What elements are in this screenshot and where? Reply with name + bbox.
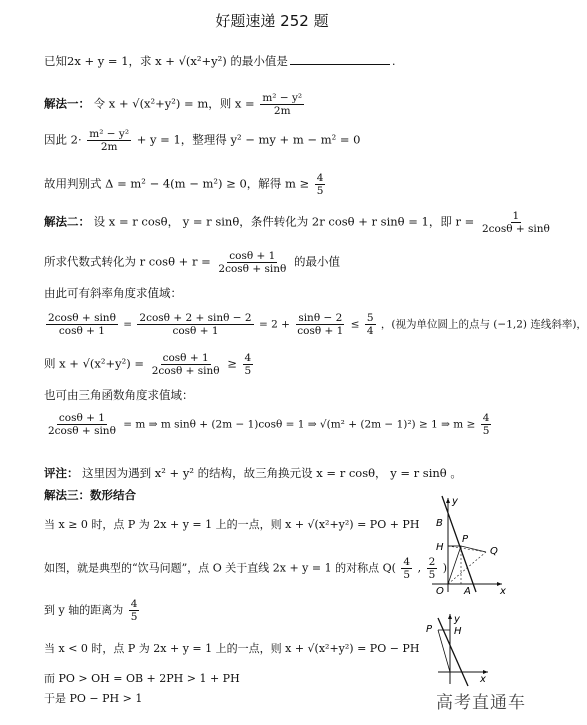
- segment-hq: [448, 546, 486, 552]
- fig1-label-q: Q: [490, 546, 498, 557]
- method2-line2: 所求代数式转化为 r cosθ + r = $\frac{\cos\theta + 1}{2\cos\theta + \sin\theta}$ 的最小值: [44, 250, 340, 275]
- y-axis-arrow: [448, 614, 452, 619]
- method3-line6: 于是 PO − PH > 1: [44, 692, 143, 705]
- remark-line: 评注： 这里因为遇到 x² + y² 的结构，故三角换元设 x = r cosθ， y = r sinθ 。: [44, 466, 462, 480]
- method2-line6: 也可由三角函数角度求值域：: [44, 388, 194, 402]
- figure-2: [418, 610, 490, 686]
- fig2-label-y: y: [454, 614, 460, 625]
- method2-label: 解法二：: [44, 214, 90, 229]
- method3-line2: 如图，就是典型的“饮马问题”，点 O 关于直线 2x + y = 1 的对称点 Q( $\frac{4}{5}$ , $\frac{2}{5}$ ): [44, 556, 448, 581]
- method1-line3: 故用判别式 Δ = m² − 4(m − m²) ≥ 0，解得 m ≥ $\frac{4}{5}$: [44, 172, 324, 197]
- fig1-label-o: O: [436, 586, 444, 597]
- method2-line7: $\frac{\cos\theta + 1}{2\cos\theta + \sin\theta}$ = m ⇒ m sinθ + (2m − 1)cosθ = 1 ⇒ √(m² + (2m − 1)²) ≥ 1 ⇒ m ≥ $\frac{4}{5}$: [48, 412, 490, 437]
- fig1-label-a: A: [464, 586, 471, 597]
- fraction: $\frac{4}{5}$: [482, 412, 490, 437]
- fraction: $\frac{\cos\theta + 1}{2\cos\theta + \sin\theta}$: [48, 412, 116, 437]
- method3-line5: 而 PO > OH = OB + 2PH > 1 + PH: [44, 672, 240, 685]
- method2-line5: 则 x + √(x²+y²) = $\frac{\cos\theta + 1}{2\cos\theta + \sin\theta}$ ≥ $\frac{4}{5}$: [44, 352, 252, 377]
- fraction: $\frac{4}{5}$: [403, 556, 411, 581]
- method3-label-line: [44, 488, 136, 502]
- method2-line1: 解法二： 设 x = r cosθ， y = r sinθ，条件转化为 2r cosθ + r sinθ = 1，即 r = $\frac{1}{2\cos\theta + \sin\theta}$: [44, 210, 550, 235]
- fraction: $\frac{4}{5}$: [244, 352, 252, 377]
- fraction: $\frac{2\cos\theta + 2 + \sin\theta - 2}{\cos\theta + 1}$: [139, 312, 252, 337]
- fig2-label-x: x: [480, 674, 486, 685]
- method2-line4: $\frac{2\cos\theta + \sin\theta}{\cos\theta + 1}$ = $\frac{2\cos\theta + 2 + \sin\theta - 2}{\cos\theta + 1}$ = 2 + $\frac{\sin\theta - 2}{\cos\theta + 1}$ ≤ $\frac{5}{4}$ ，(视为单位圆上的点与 (−1,2) 连线斜率)，: [48, 312, 587, 337]
- fig1-label-y: y: [452, 496, 458, 507]
- method2-line3: 由此可有斜率角度求值域：: [44, 286, 182, 300]
- remark-label: 评注：: [44, 466, 79, 480]
- fraction: $\frac{1}{2\cos\theta + \sin\theta}$: [481, 210, 550, 235]
- fraction: $\frac{\sin\theta - 2}{\cos\theta + 1}$: [297, 312, 344, 337]
- fraction: $\frac{2\cos\theta + \sin\theta}{\cos\theta + 1}$: [48, 312, 116, 337]
- fraction: $\frac{\cos\theta + 1}{2\cos\theta + \sin\theta}$: [151, 352, 220, 377]
- fig1-label-p: P: [462, 534, 469, 545]
- fig2-label-h: H: [454, 626, 462, 637]
- fig1-label-h: H: [436, 542, 444, 553]
- fig2-label-p: P: [426, 624, 433, 635]
- fraction: $\frac{\text{m² − y²}}{2m}$: [262, 92, 303, 117]
- fig1-label-x: x: [500, 586, 506, 597]
- line-2x-plus-y: [438, 618, 468, 686]
- watermark: 高考直通车: [436, 693, 526, 713]
- method3-line4: 当 x < 0 时，点 P 为 2x + y = 1 上的一点，则 x + √(x²+y²) = PO − PH: [44, 642, 420, 655]
- figure-1: [418, 492, 506, 596]
- method3-label: 解法三：数形结合: [44, 488, 136, 502]
- fraction: $\frac{4}{5}$: [130, 598, 138, 623]
- method3-line3: 到 y 轴的距离为 $\frac{4}{5}$: [44, 598, 138, 623]
- method1-label: 解法一：: [44, 96, 90, 111]
- answer-blank: [290, 54, 390, 65]
- fraction: $\frac{\cos\theta + 1}{2\cos\theta + \sin\theta}$: [218, 250, 287, 275]
- fraction: $\frac{4}{5}$: [316, 172, 324, 197]
- fraction: $\frac{5}{4}$: [366, 312, 374, 337]
- method3-line1: 当 x ≥ 0 时，点 P 为 2x + y = 1 上的一点，则 x + √(x²+y²) = PO + PH: [44, 518, 420, 531]
- problem-statement: 已知2x + y = 1，求 x + √(x²+y²) 的最小值是 .: [44, 54, 396, 68]
- line-2x-plus-y: [442, 496, 476, 592]
- y-axis-arrow: [446, 498, 450, 503]
- method1-line2: 因此 2· $\frac{\text{m² − y²}}{2m}$ + y = 1，整理得 y² − my + m − m² = 0: [44, 128, 361, 153]
- fraction: $\frac{2}{5}$: [428, 556, 436, 581]
- fig1-label-b: B: [436, 518, 443, 529]
- fraction: $\frac{\text{m² − y²}}{2m}$: [89, 128, 130, 153]
- page-title: 好题速递 252 题: [215, 12, 329, 30]
- segment-po: [438, 630, 450, 672]
- method1-line1: 解法一： 令 x + √(x²+y²) = m，则 x = $\frac{\text{m² − y²}}{2m}$: [44, 92, 303, 117]
- segment-pq: [461, 546, 486, 552]
